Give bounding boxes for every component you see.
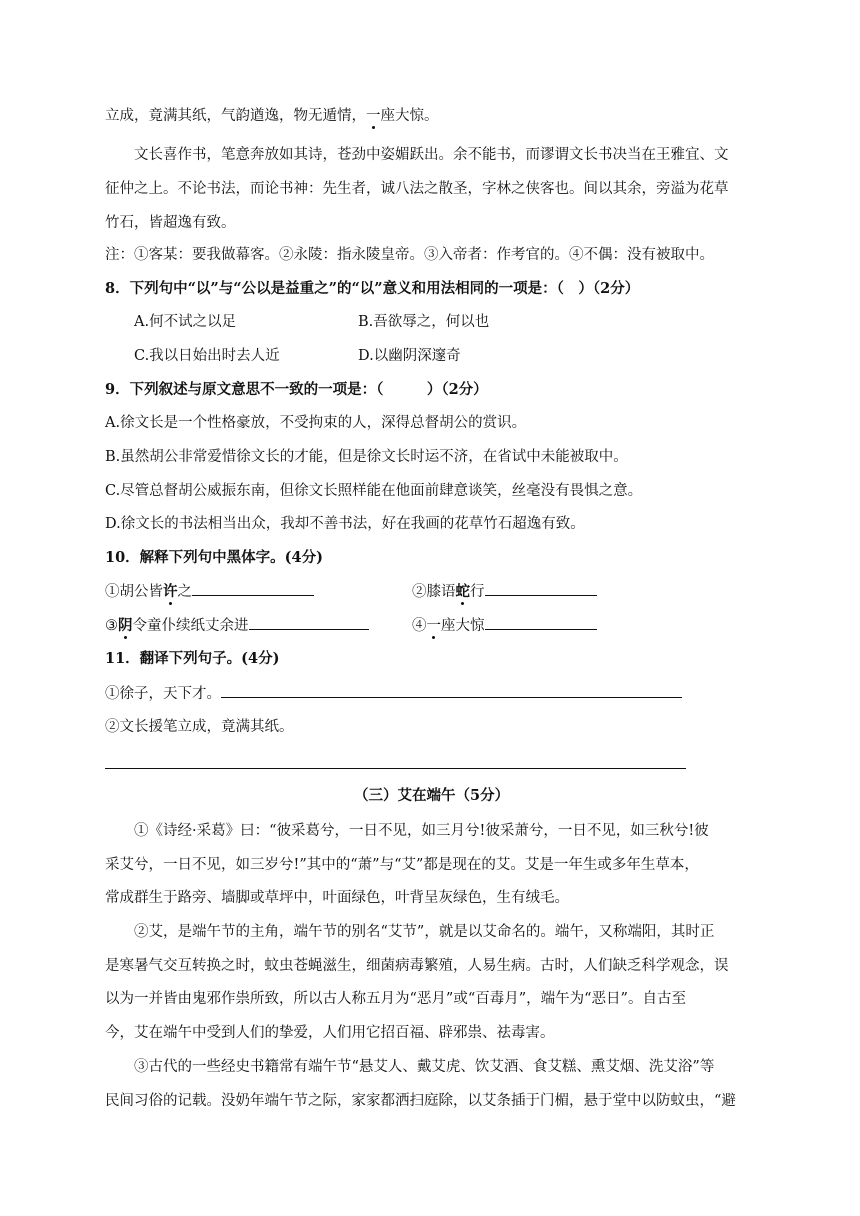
- question-9-stem: 9．下列叙述与原文意思不一致的一项是：（ ）（2分）: [105, 381, 488, 398]
- article-line: 是寒暑气交互转换之时，蚊虫苍蝇滋生，细菌病毒繁殖，人易生病。古时，人们缺乏科学观念，误: [105, 958, 729, 974]
- article-line: 今，艾在端午中受到人们的挚爱，人们用它招百福、辟邪祟、祛毒害。: [105, 1025, 555, 1041]
- article-line: 采艾兮，一日不见，如三岁兮!”其中的“萧”与“艾”都是现在的艾。艾是一年生或多年生草本，: [105, 857, 699, 873]
- dotted-char: 一: [366, 108, 381, 124]
- question-8-option-a: A.何不试之以足: [134, 314, 237, 330]
- article-line: ③古代的一些经史书籍常有端午节“悬艾人、戴艾虎、饮艾酒、食艾糕、熏艾烟、洗艾浴”等: [134, 1059, 715, 1075]
- question-10-item-3: ③阴令童仆续纸丈余进: [105, 615, 369, 636]
- answer-line[interactable]: [221, 683, 682, 698]
- section-heading: （三）艾在端午（5分）: [354, 787, 510, 804]
- answer-blank[interactable]: [485, 615, 597, 630]
- question-11-sentence-1: ①徐子，天下才。: [105, 683, 682, 704]
- article-line: ①《诗经·采葛》曰：“彼采葛兮，一日不见，如三月兮!彼采萧兮，一日不见，如三秋兮!彼: [134, 823, 709, 839]
- question-8-option-b: B.吾欲辱之，何以也: [358, 314, 490, 330]
- passage-line: 竹石，皆超逸有致。: [105, 215, 236, 231]
- passage-line: 征仲之上。不论书法，而论书神：先生者，诚八法之散圣，字林之侠客也。间以其余，旁溢为花草: [105, 181, 729, 197]
- question-8-option-d: D.以幽阴深邃奇: [358, 348, 461, 364]
- question-11-sentence-2: ②文长援笔立成，竟满其纸。: [105, 719, 294, 735]
- question-10-item-4: ④一座大惊: [412, 615, 597, 636]
- question-9-option-d: D.徐文长的书法相当出众，我却不善书法，好在我画的花草竹石超逸有致。: [105, 516, 585, 532]
- dotted-char: 一: [426, 618, 441, 634]
- bold-char: 许: [163, 583, 178, 600]
- answer-blank[interactable]: [192, 581, 314, 596]
- question-8-option-c: C.我以日始出时去人近: [134, 348, 280, 364]
- footnote: 注：①客某：要我做幕客。②永陵：指永陵皇帝。③入帝者：作考官的。④不偶：没有被取中。: [105, 247, 714, 263]
- question-9-option-c: C.尽管总督胡公威振东南，但徐文长照样能在他面前肆意谈笑，丝毫没有畏惧之意。: [105, 483, 643, 499]
- question-11-stem: 11．翻译下列句子。(4分): [105, 650, 280, 667]
- article-line: 以为一并皆由鬼邪作祟所致，所以古人称五月为“恶月”或“百毒月”，端午为“恶日”。自古至: [105, 991, 686, 1007]
- bold-char: 阴: [118, 617, 133, 634]
- article-line: 常成群生于路旁、墙脚或草坪中，叶面绿色，叶背呈灰绿色，生有绒毛。: [105, 890, 569, 906]
- answer-blank[interactable]: [249, 615, 369, 630]
- question-10-item-2: ②膝语蛇行: [412, 581, 597, 602]
- article-line: 民间习俗的记载。没奶年端午节之际，家家都洒扫庭除，以艾条插于门楣，悬于堂中以防蚊虫，“避: [105, 1093, 736, 1109]
- article-line: ②艾，是端午节的主角，端午节的别名“艾节”，就是以艾命名的。端午，又称端阳，其时正: [134, 924, 715, 940]
- bold-char: 蛇: [455, 583, 470, 600]
- question-9-option-a: A.徐文长是一个性格豪放，不受拘束的人，深得总督胡公的赏识。: [105, 415, 527, 431]
- passage-line: 文长喜作书，笔意奔放如其诗，苍劲中姿媚跃出。余不能书，而谬谓文长书决当在王雅宜、文: [134, 147, 729, 163]
- question-10-stem: 10．解释下列句中黑体字。(4分): [105, 549, 323, 566]
- question-10-item-1: ①胡公皆许之: [105, 581, 314, 602]
- answer-blank[interactable]: [485, 581, 597, 596]
- question-8-stem: 8．下列句中“以”与“公以是益重之”的“以”意义和用法相同的一项是：（ ）（2分）: [105, 280, 640, 297]
- answer-line[interactable]: [105, 768, 686, 769]
- passage-line: 立成，竟满其纸，气韵遒逸，物无遁情，一座大惊。: [105, 108, 439, 124]
- question-9-option-b: B.虽然胡公非常爱惜徐文长的才能，但是徐文长时运不济，在省试中未能被取中。: [105, 449, 628, 465]
